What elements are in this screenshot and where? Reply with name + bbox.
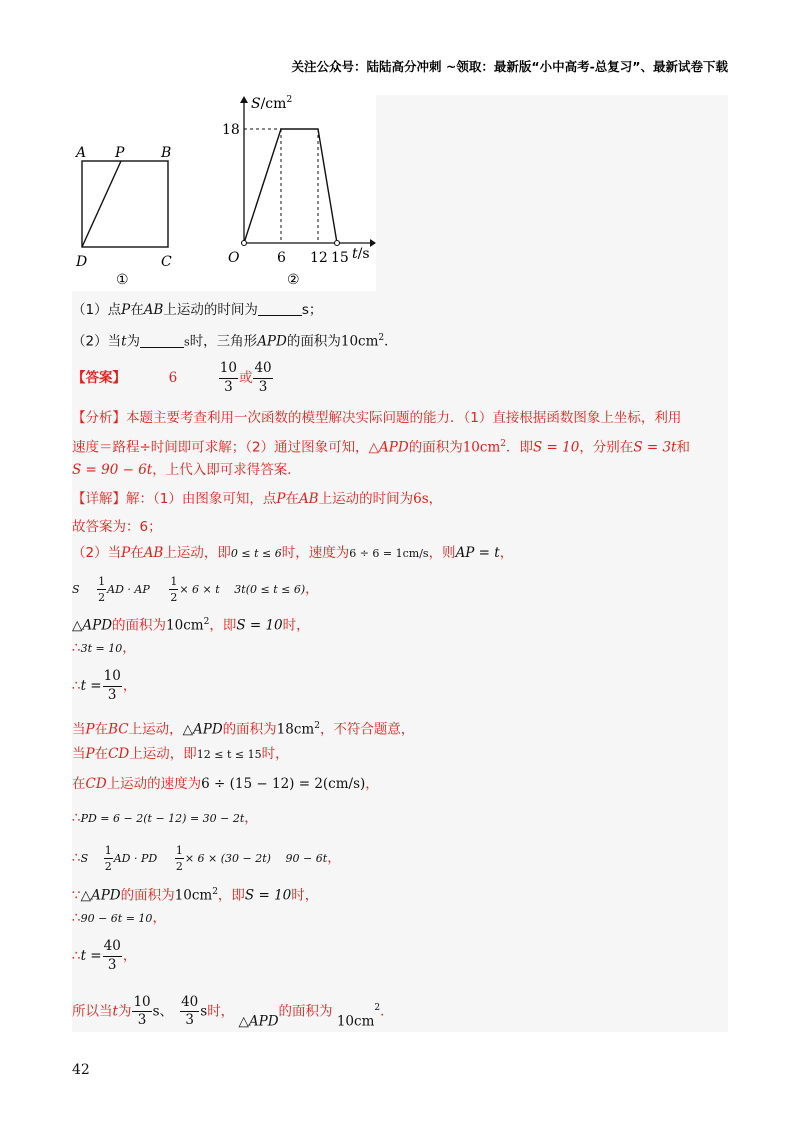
q2-blank: [140, 333, 184, 348]
detail-16-num-1: 10: [132, 996, 151, 1013]
detail-16-den-2: 3: [185, 1012, 194, 1028]
detail-line-8: [72, 716, 414, 740]
detail-6a: ∴: [72, 640, 81, 656]
detail-4-frac-1-num: 1: [98, 574, 106, 588]
detail-line-5: [72, 612, 310, 636]
detail-15-num: 40: [103, 940, 122, 957]
detail-4e: ，: [305, 581, 319, 597]
detail-6b: 3t = 10: [80, 642, 123, 655]
detail-13c: 的面积为: [120, 887, 175, 904]
detail-7c: ，: [122, 678, 137, 694]
detail-2: 故答案为：6；: [72, 519, 162, 535]
detail-4-frac-2: [169, 576, 178, 603]
detail-3c: 在: [130, 545, 144, 561]
detail-9c: 在: [94, 746, 109, 762]
detail-4a: S: [72, 583, 80, 596]
q1-p: P: [121, 302, 131, 318]
q2-pre: （2）当: [72, 333, 122, 350]
q2-tail: 的面积为: [286, 333, 341, 350]
detail-line-6: [72, 638, 136, 659]
detail-10d: 6 ÷ (15 − 12) = 2(cm/s): [201, 776, 366, 792]
detail-3h: 6 ÷ 6 = 1cm/s: [349, 547, 429, 560]
square-abcd: [82, 161, 168, 247]
detail-13g: 时，: [291, 887, 319, 904]
detail-14b: 90 − 6t = 10: [80, 912, 153, 925]
detail-line-2: [72, 517, 162, 537]
detail-10e: ，: [365, 776, 379, 792]
detail-11c: ，: [244, 810, 258, 826]
origin-point: [242, 241, 247, 246]
x-tick-15: 15: [331, 250, 349, 266]
detail-5c: 10cm: [166, 617, 204, 634]
detail-6c: ，: [122, 640, 136, 656]
detail-8d: BC: [108, 721, 129, 738]
page-header: 关注公众号：陆陆高分冲刺 ~领取：最新版“小中高考-总复习”、最新试卷下载: [291, 59, 728, 74]
detail-13b: △APD: [80, 887, 121, 904]
origin-label: O: [228, 250, 240, 266]
detail-12d: × 6 × (30 − 2t): [184, 852, 271, 865]
detail-9b: P: [85, 746, 95, 762]
analysis-s906t: S = 90 − 6t: [72, 462, 153, 478]
y-axis-label: [251, 95, 292, 112]
question-1: [72, 300, 322, 320]
x-tick-6: 6: [277, 250, 286, 266]
detail-12-frac-2: [175, 845, 184, 872]
detail-7a: ∴: [72, 678, 81, 694]
x-label-unit: /s: [357, 246, 370, 262]
detail-line-9: [72, 744, 289, 765]
detail-5a: △APD: [72, 617, 113, 634]
answer-line: [72, 360, 274, 396]
detail-10c: 上运动的速度为: [106, 776, 202, 792]
y-label-unit: /cm: [260, 96, 287, 112]
x-tick-12: 12: [310, 250, 328, 266]
detail-13e: ，即: [217, 887, 245, 904]
detail-1a: 【详解】解：（1）由图象可知，点: [72, 491, 277, 507]
detail-line-11: [72, 808, 258, 829]
detail-1f: 6s: [413, 491, 429, 507]
figure2-caption: ②: [287, 272, 300, 288]
detail-16i: ．: [380, 1003, 394, 1020]
detail-5b: 的面积为: [112, 617, 167, 634]
answer-frac-1: [219, 362, 238, 394]
analysis-s10: S = 10: [532, 439, 580, 456]
label-c: C: [161, 254, 172, 270]
y-tick-18: 18: [222, 122, 240, 138]
detail-8exp: 2: [314, 721, 320, 731]
detail-5f: 时，: [282, 617, 310, 634]
detail-3k: ，: [499, 545, 514, 561]
x-axis-arrow: [370, 239, 376, 247]
q1-blank: [258, 301, 302, 316]
detail-16g: 的面积为: [278, 1003, 333, 1020]
detail-line-12: [72, 840, 341, 877]
detail-line-13: [72, 882, 318, 906]
detail-10a: 在: [72, 776, 86, 792]
q1-mid: 在: [130, 302, 144, 318]
question-2: [72, 328, 398, 353]
detail-13f: S = 10: [244, 887, 292, 904]
detail-3j: AP = t: [455, 545, 500, 561]
figures-svg: [72, 95, 376, 291]
detail-1d: AB: [298, 491, 319, 507]
q1-pre: （1）点: [72, 302, 122, 318]
detail-1b: P: [276, 491, 286, 507]
detail-1e: 上运动的时间为: [318, 491, 414, 507]
analysis-line-2: [72, 434, 690, 458]
detail-14c: ，: [152, 910, 166, 926]
answer-frac-1-den: 3: [224, 378, 233, 395]
detail-16-num-2: 40: [180, 996, 199, 1013]
figure-graph: [222, 95, 376, 288]
detail-8h: 18cm: [276, 721, 315, 738]
detail-7b: t =: [80, 678, 102, 694]
detail-16-frac-2: [180, 993, 199, 1028]
analysis-apd: △APD: [368, 439, 409, 456]
answer-or: 或: [238, 370, 253, 386]
detail-8a: 当: [72, 721, 86, 738]
analysis-exp: 2: [500, 439, 506, 449]
analysis-line-1: [72, 408, 681, 428]
detail-3b: P: [121, 545, 131, 561]
analysis-text-2g: ，分别在: [579, 439, 634, 456]
q1-end: s；: [301, 302, 323, 318]
segment-dp: [82, 161, 121, 247]
detail-5e: S = 10: [236, 617, 283, 634]
detail-16b: t: [112, 1003, 118, 1020]
detail-16c: 为: [117, 1003, 132, 1020]
q2-apd: APD: [257, 333, 287, 350]
detail-4-frac-2-num: 1: [170, 574, 178, 588]
figure-square: [74, 145, 172, 288]
y-label-s: S: [251, 96, 261, 112]
detail-line-14: [72, 908, 166, 929]
answer-label: 【答案】: [72, 370, 126, 386]
detail-3f: 0 ≤ t ≤ 6: [230, 547, 282, 560]
figure1-caption: ①: [116, 272, 129, 288]
detail-11a: ∴: [72, 810, 81, 826]
detail-12-frac-2-den: 2: [175, 859, 183, 873]
detail-15b: t =: [80, 948, 102, 964]
analysis-text-2e: ．即: [505, 439, 533, 456]
detail-5exp: 2: [203, 617, 210, 627]
detail-13exp: 2: [212, 887, 218, 897]
detail-line-15: [72, 934, 136, 978]
detail-3g: 时，速度为: [281, 545, 350, 561]
q2-area: 10cm: [340, 333, 379, 350]
page-number: 42: [72, 1062, 90, 1078]
y-label-exp: 2: [286, 95, 293, 105]
y-axis-arrow: [240, 96, 248, 103]
detail-15-den: 3: [107, 956, 117, 973]
q2-end: ．: [384, 333, 398, 350]
detail-line-1: [72, 489, 442, 509]
detail-12-frac-1: [104, 845, 113, 872]
q2-t: t: [121, 333, 127, 350]
label-b: B: [161, 145, 172, 161]
detail-4-frac-2-den: 2: [170, 590, 178, 604]
detail-15a: ∴: [72, 948, 81, 964]
detail-12-frac-1-den: 2: [104, 859, 112, 873]
detail-12a: ∴: [72, 850, 81, 866]
label-d: D: [76, 254, 88, 270]
detail-16-den-1: 3: [137, 1012, 147, 1028]
answer-frac-2: [253, 362, 272, 394]
detail-14a: ∴: [72, 910, 81, 926]
detail-5d: ，即: [209, 617, 237, 634]
detail-16f: △APD: [238, 1013, 279, 1030]
detail-1g: ，: [428, 491, 443, 507]
detail-4-frac-1-den: 2: [98, 590, 106, 604]
q1-post: 上运动的时间为: [163, 302, 258, 318]
analysis-text-1: 【分析】本题主要考查利用一次函数的模型解决实际问题的能力．（1）直接根据函数图象上坐标，利用: [72, 410, 682, 426]
detail-12c: AD · PD: [113, 852, 158, 865]
detail-16-frac-1: [132, 993, 151, 1028]
answer-frac-1-num: 10: [219, 362, 238, 379]
analysis-s3t: S = 3t: [633, 439, 677, 456]
q2-mid: 为: [126, 333, 141, 350]
detail-12-frac-1-num: 1: [104, 843, 112, 857]
q2-post: 时，三角形: [189, 333, 258, 350]
detail-7-frac: [103, 670, 122, 702]
detail-16exp: 2: [374, 1003, 381, 1013]
detail-4c: × 6 × t: [179, 583, 220, 596]
detail-13d: 10cm: [174, 887, 213, 904]
analysis-text-3b: ，上代入即可求得答案．: [152, 462, 301, 478]
q1-ab: AB: [143, 302, 164, 318]
detail-9d: CD: [108, 746, 130, 762]
analysis-text-2i: 和: [676, 439, 690, 456]
detail-16a: 所以当: [72, 1003, 113, 1020]
detail-8e: 上运动，: [128, 721, 183, 738]
detail-4d: 3t(0 ≤ t ≤ 6): [234, 583, 306, 596]
label-p: P: [115, 145, 125, 161]
detail-15-frac: [103, 940, 122, 972]
detail-16-s2: s: [200, 1003, 208, 1020]
detail-4-frac-1: [97, 576, 106, 603]
detail-8f: △APD: [182, 721, 223, 738]
detail-line-10: [72, 774, 379, 794]
detail-8i: ，不符合题意，: [319, 721, 415, 738]
detail-3a: （2）当: [72, 545, 122, 561]
label-a: A: [76, 145, 87, 161]
analysis-line-3: [72, 460, 301, 480]
detail-8b: P: [85, 721, 95, 738]
x-axis-label: [352, 246, 370, 262]
detail-line-3: [72, 543, 513, 564]
detail-8c: 在: [94, 721, 109, 738]
detail-16-s1: s、: [152, 1003, 174, 1020]
detail-1c: 在: [285, 491, 299, 507]
detail-12b: S: [80, 852, 89, 865]
detail-16h: 10cm: [336, 1013, 375, 1030]
detail-13a: ∵: [72, 887, 81, 904]
detail-line-7: [72, 664, 136, 708]
detail-3e: 上运动，即: [163, 545, 231, 561]
detail-3d: AB: [143, 545, 164, 561]
graph-line: [244, 129, 337, 243]
detail-9a: 当: [72, 746, 86, 762]
figure-area: [72, 95, 376, 291]
detail-8g: 的面积为: [222, 721, 277, 738]
detail-7-num: 10: [103, 670, 122, 687]
answer-value-1: 6: [168, 370, 178, 386]
detail-12e: 90 − 6t: [285, 852, 328, 865]
end-point: [335, 241, 340, 246]
detail-11b: PD = 6 − 2(t − 12) = 30 − 2t: [80, 812, 245, 825]
answer-frac-2-den: 3: [258, 378, 268, 395]
q2-exp: 2: [378, 333, 385, 343]
analysis-area: 10cm: [462, 439, 501, 456]
detail-line-4: [72, 571, 319, 608]
detail-3i: ，则: [428, 545, 456, 561]
analysis-text-2c: 的面积为: [408, 439, 463, 456]
detail-15c: ，: [122, 948, 137, 964]
detail-line-16: [72, 986, 394, 1044]
detail-9g: 时，: [261, 746, 289, 762]
analysis-text-2a: 速度＝路程÷时间即可求解；（2）通过图象可知，: [72, 439, 369, 456]
q2-s: s: [184, 335, 190, 349]
detail-4b: AD · AP: [107, 583, 150, 596]
detail-10b: CD: [85, 776, 107, 792]
x-label-t: t: [352, 246, 358, 262]
detail-12g: ，: [327, 850, 341, 866]
detail-16e: 时，: [207, 1003, 235, 1020]
detail-12-frac-2-num: 1: [175, 843, 183, 857]
detail-9f: 12 ≤ t ≤ 15: [196, 748, 262, 761]
answer-frac-2-num: 40: [253, 362, 272, 379]
detail-9e: 上运动，即: [129, 746, 197, 762]
detail-7-den: 3: [107, 686, 117, 703]
